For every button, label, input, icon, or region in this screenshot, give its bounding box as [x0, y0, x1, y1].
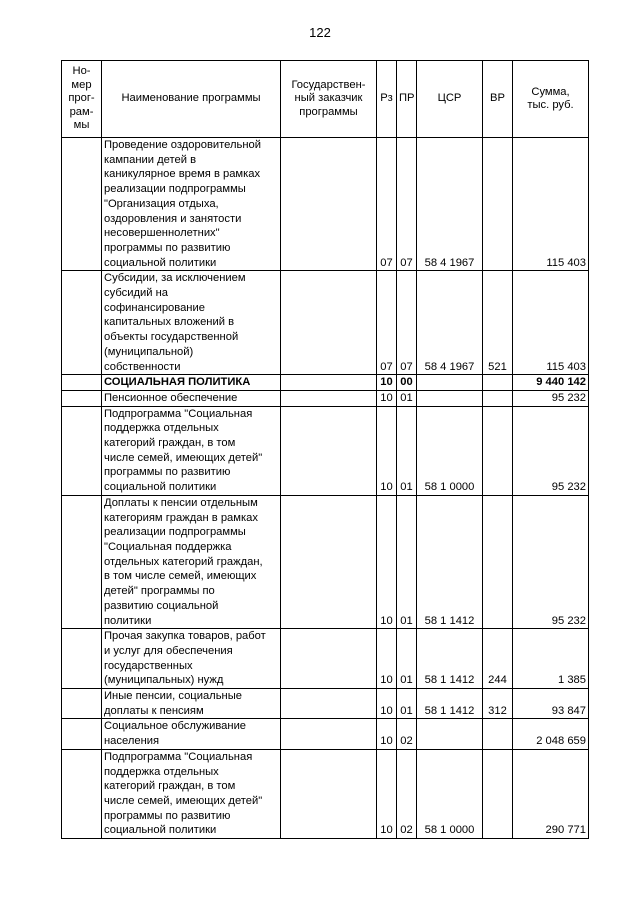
cell-number [62, 689, 102, 719]
cell-name: Иные пенсии, социальные доплаты к пенсиям [102, 689, 281, 719]
cell-sum: 95 232 [513, 406, 589, 495]
cell-csr: 58 1 0000 [417, 749, 483, 838]
cell-sum: 2 048 659 [513, 719, 589, 749]
cell-customer [281, 406, 377, 495]
cell-number [62, 719, 102, 749]
cell-vr [483, 390, 513, 406]
header-vr: ВР [483, 61, 513, 138]
table-row [62, 406, 589, 495]
cell-name: Субсидии, за исключением субсидий на софинансирование капитальных вложений в объекты государственной (муниципальной) собственности [102, 271, 281, 375]
cell-csr [417, 375, 483, 391]
cell-customer [281, 271, 377, 375]
cell-pr: 07 [397, 138, 417, 271]
header-sum: Сумма, тыс. руб. [513, 61, 589, 138]
table-row [62, 749, 589, 838]
cell-csr: 58 4 1967 [417, 138, 483, 271]
cell-vr [483, 495, 513, 628]
cell-csr: 58 1 1412 [417, 495, 483, 628]
cell-pr: 01 [397, 689, 417, 719]
cell-pr: 02 [397, 749, 417, 838]
cell-number [62, 406, 102, 495]
cell-vr [483, 138, 513, 271]
cell-rz: 07 [377, 271, 397, 375]
cell-number [62, 138, 102, 271]
table-row [62, 375, 589, 391]
cell-number [62, 629, 102, 689]
header-number: Но- мер прог- рам- мы [62, 61, 102, 138]
table-row [62, 629, 589, 689]
cell-sum: 9 440 142 [513, 375, 589, 391]
cell-customer [281, 375, 377, 391]
cell-csr: 58 4 1967 [417, 271, 483, 375]
cell-csr: 58 1 1412 [417, 629, 483, 689]
cell-pr: 01 [397, 495, 417, 628]
cell-customer [281, 629, 377, 689]
table-row [62, 689, 589, 719]
cell-sum: 115 403 [513, 271, 589, 375]
cell-csr [417, 719, 483, 749]
cell-name: Прочая закупка товаров, работ и услуг для обеспечения государственных (муниципальных) нужд [102, 629, 281, 689]
cell-sum: 115 403 [513, 138, 589, 271]
table-body [62, 138, 589, 839]
header-name: Наименование программы [102, 61, 281, 138]
table-row [62, 138, 589, 271]
budget-table [61, 60, 589, 839]
header-customer: Государствен- ный заказчик программы [281, 61, 377, 138]
cell-name: Подпрограмма "Социальная поддержка отдельных категорий граждан, в том числе семей, имеющих детей" программы по развитию социальной политики [102, 749, 281, 838]
cell-vr: 244 [483, 629, 513, 689]
cell-pr: 07 [397, 271, 417, 375]
cell-customer [281, 689, 377, 719]
cell-name: Доплаты к пенсии отдельным категориям граждан в рамках реализации подпрограммы "Социальная поддержка отдельных категорий граждан, в том числе семей, имеющих детей" программы по развитию социальной политики [102, 495, 281, 628]
cell-customer [281, 495, 377, 628]
cell-pr: 01 [397, 390, 417, 406]
cell-name: Подпрограмма "Социальная поддержка отдельных категорий граждан, в том числе семей, имеющих детей" программы по развитию социальной политики [102, 406, 281, 495]
cell-rz: 10 [377, 689, 397, 719]
cell-vr: 312 [483, 689, 513, 719]
cell-sum: 290 771 [513, 749, 589, 838]
cell-rz: 07 [377, 138, 397, 271]
cell-vr: 521 [483, 271, 513, 375]
cell-name: СОЦИАЛЬНАЯ ПОЛИТИКА [102, 375, 281, 391]
cell-csr: 58 1 1412 [417, 689, 483, 719]
cell-name: Пенсионное обеспечение [102, 390, 281, 406]
header-pr: ПР [397, 61, 417, 138]
table-row [62, 271, 589, 375]
cell-rz: 10 [377, 749, 397, 838]
cell-vr [483, 749, 513, 838]
cell-rz: 10 [377, 719, 397, 749]
cell-csr [417, 390, 483, 406]
page-number: 122 [309, 25, 331, 40]
table-row [62, 719, 589, 749]
cell-pr: 00 [397, 375, 417, 391]
cell-rz: 10 [377, 390, 397, 406]
table-row [62, 390, 589, 406]
cell-customer [281, 138, 377, 271]
cell-pr: 01 [397, 629, 417, 689]
cell-sum: 1 385 [513, 629, 589, 689]
cell-customer [281, 719, 377, 749]
header-csr: ЦСР [417, 61, 483, 138]
header-row [62, 61, 589, 138]
cell-number [62, 390, 102, 406]
table-row [62, 495, 589, 628]
cell-sum: 95 232 [513, 390, 589, 406]
cell-rz: 10 [377, 375, 397, 391]
cell-number [62, 495, 102, 628]
cell-customer [281, 390, 377, 406]
cell-rz: 10 [377, 629, 397, 689]
cell-pr: 02 [397, 719, 417, 749]
cell-sum: 95 232 [513, 495, 589, 628]
header-rz: Рз [377, 61, 397, 138]
cell-number [62, 375, 102, 391]
cell-number [62, 749, 102, 838]
cell-pr: 01 [397, 406, 417, 495]
cell-vr [483, 719, 513, 749]
cell-rz: 10 [377, 406, 397, 495]
cell-sum: 93 847 [513, 689, 589, 719]
cell-csr: 58 1 0000 [417, 406, 483, 495]
cell-name: Проведение оздоровительной кампании детей в каникулярное время в рамках реализации подпрограммы "Организация отдыха, оздоровления и занятости несовершеннолетних" программы по развитию социальной политики [102, 138, 281, 271]
cell-number [62, 271, 102, 375]
cell-rz: 10 [377, 495, 397, 628]
cell-vr [483, 406, 513, 495]
cell-name: Социальное обслуживание населения [102, 719, 281, 749]
cell-vr [483, 375, 513, 391]
cell-customer [281, 749, 377, 838]
